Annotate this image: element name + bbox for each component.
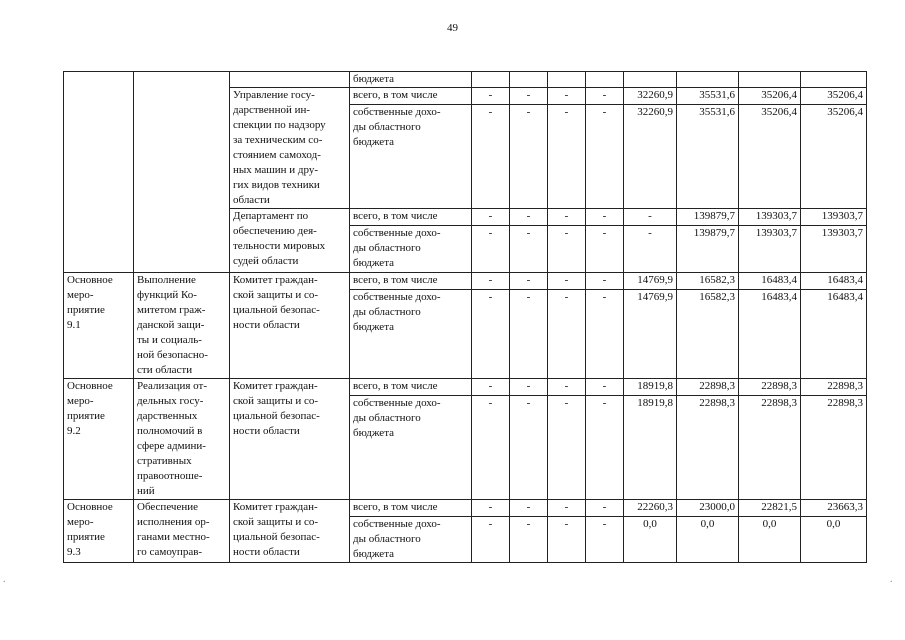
table-row (64, 72, 867, 88)
cell-dash: - (548, 517, 586, 563)
cell-dash: - (472, 379, 510, 396)
cell-measure-name: Обеспечение исполнения ор- ганами местно- го самоуправ- (134, 500, 230, 563)
cell-dash: - (548, 105, 586, 209)
cell-executor: Комитет граждан- ской защиты и со- циальной безопас- ности области (230, 379, 350, 500)
cell-dash: - (586, 226, 624, 273)
cell-dash: - (510, 209, 548, 226)
cell-measure: Основное меро- приятие 9.3 (64, 500, 134, 563)
cell-dash: - (472, 273, 510, 290)
cell-executor: Департамент по обеспечению дея- тельности мировых судей области (230, 209, 350, 273)
cell-value: 23663,3 (801, 500, 867, 517)
cell-value: 32260,9 (624, 105, 677, 209)
cell-dash: - (624, 209, 677, 226)
cell-measure-name: Выполнение функций Ко- митетом граж- данской защи- ты и социаль- ной безопасно- сти области (134, 273, 230, 379)
cell-dash: - (624, 226, 677, 273)
cell-dash: - (472, 226, 510, 273)
cell-dash: - (586, 379, 624, 396)
cell-funding-source: всего, в том числе (350, 209, 472, 226)
cell-executor: Комитет граждан- ской защиты и со- циальной безопас- ности области (230, 500, 350, 563)
cell-value: 35206,4 (801, 88, 867, 105)
cell-dash: - (548, 396, 586, 500)
cell-executor: Комитет граждан- ской защиты и со- циальной безопас- ности области (230, 273, 350, 379)
cell-value: 139303,7 (739, 226, 801, 273)
cell-dash: - (586, 290, 624, 379)
cell-dash: - (548, 88, 586, 105)
cell-dash: - (510, 273, 548, 290)
cell-executor: Управление госу- дарственной ин- спекции по надзору за техническим со- стоянием самоход- ных машин и дру- гих видов техники области (230, 88, 350, 209)
cell-value: 32260,9 (624, 88, 677, 105)
cell-funding-source: собственные дохо- ды областного бюджета (350, 396, 472, 500)
cell-dash: - (586, 88, 624, 105)
cell-dash: - (586, 273, 624, 290)
cell-value: 0,0 (801, 517, 867, 563)
cell-value: 23000,0 (677, 500, 739, 517)
table-row (64, 500, 867, 517)
cell-value: 139303,7 (801, 226, 867, 273)
cell-dash: - (548, 226, 586, 273)
cell-value: 22898,3 (739, 379, 801, 396)
cell-dash: - (472, 209, 510, 226)
cell-value: 18919,8 (624, 379, 677, 396)
cell-value: 22898,3 (801, 396, 867, 500)
cell-funding-source: собственные дохо- ды областного бюджета (350, 290, 472, 379)
cell-measure (64, 72, 134, 273)
cell-dash: - (510, 88, 548, 105)
cell-value: 22898,3 (677, 396, 739, 500)
cell-dash: - (510, 500, 548, 517)
cell-dash: - (548, 379, 586, 396)
cell-dash: - (586, 209, 624, 226)
cell-value: 16582,3 (677, 273, 739, 290)
cell-value: 16483,4 (739, 273, 801, 290)
cell-dash: - (586, 105, 624, 209)
margin-tick-left: . (3, 574, 6, 585)
cell-value: 0,0 (677, 517, 739, 563)
page-number: 49 (447, 22, 458, 34)
cell-dash: - (510, 105, 548, 209)
cell-dash: - (510, 396, 548, 500)
cell-dash: - (472, 517, 510, 563)
cell-dash: - (586, 396, 624, 500)
table-row (64, 273, 867, 290)
cell-value: 139303,7 (739, 209, 801, 226)
cell-value: 35531,6 (677, 88, 739, 105)
cell-funding-source: всего, в том числе (350, 500, 472, 517)
cell-value: 35206,4 (739, 105, 801, 209)
cell-value: 35206,4 (801, 105, 867, 209)
cell-measure: Основное меро- приятие 9.1 (64, 273, 134, 379)
cell-dash: - (472, 396, 510, 500)
cell-dash: - (510, 226, 548, 273)
cell-dash: - (472, 290, 510, 379)
cell-funding-source: собственные дохо- ды областного бюджета (350, 517, 472, 563)
cell-dash: - (586, 517, 624, 563)
budget-table (63, 71, 867, 563)
cell-dash: - (510, 517, 548, 563)
cell-value: 16483,4 (801, 273, 867, 290)
cell-value: 18919,8 (624, 396, 677, 500)
cell-dash: - (472, 500, 510, 517)
cell-funding-source: всего, в том числе (350, 379, 472, 396)
cell-value: 22898,3 (801, 379, 867, 396)
cell-value: 0,0 (739, 517, 801, 563)
cell-funding-source: всего, в том числе (350, 273, 472, 290)
cell-value: 22898,3 (739, 396, 801, 500)
cell-value: 35206,4 (739, 88, 801, 105)
cell-dash: - (548, 500, 586, 517)
cell-funding-source: всего, в том числе (350, 88, 472, 105)
cell-measure-name: Реализация от- дельных госу- дарственных полномочий в сфере админи- стративных правоотноше- ний (134, 379, 230, 500)
cell-dash: - (548, 209, 586, 226)
cell-value: 22260,3 (624, 500, 677, 517)
cell-value: 16483,4 (739, 290, 801, 379)
cell-funding-source: собственные дохо- ды областного бюджета (350, 226, 472, 273)
table-row (64, 379, 867, 396)
cell-measure: Основное меро- приятие 9.2 (64, 379, 134, 500)
cell-value: 139303,7 (801, 209, 867, 226)
cell-dash: - (548, 273, 586, 290)
cell-dash: - (472, 105, 510, 209)
cell-dash: - (586, 500, 624, 517)
cell-value: 22898,3 (677, 379, 739, 396)
cell-value: 35531,6 (677, 105, 739, 209)
cell-measure-name (134, 72, 230, 273)
cell-executor (230, 72, 350, 88)
cell-dash: - (548, 290, 586, 379)
cell-dash: - (510, 379, 548, 396)
cell-value: 14769,9 (624, 290, 677, 379)
margin-tick-right: . (890, 574, 893, 585)
cell-value: 16483,4 (801, 290, 867, 379)
cell-value: 16582,3 (677, 290, 739, 379)
cell-value: 139879,7 (677, 226, 739, 273)
cell-value: 139879,7 (677, 209, 739, 226)
cell-funding-source: собственные дохо- ды областного бюджета (350, 105, 472, 209)
cell-dash: - (472, 88, 510, 105)
cell-value: 22821,5 (739, 500, 801, 517)
cell-funding-source: бюджета (350, 72, 472, 88)
cell-value: 0,0 (624, 517, 677, 563)
cell-value: 14769,9 (624, 273, 677, 290)
cell-dash: - (510, 290, 548, 379)
